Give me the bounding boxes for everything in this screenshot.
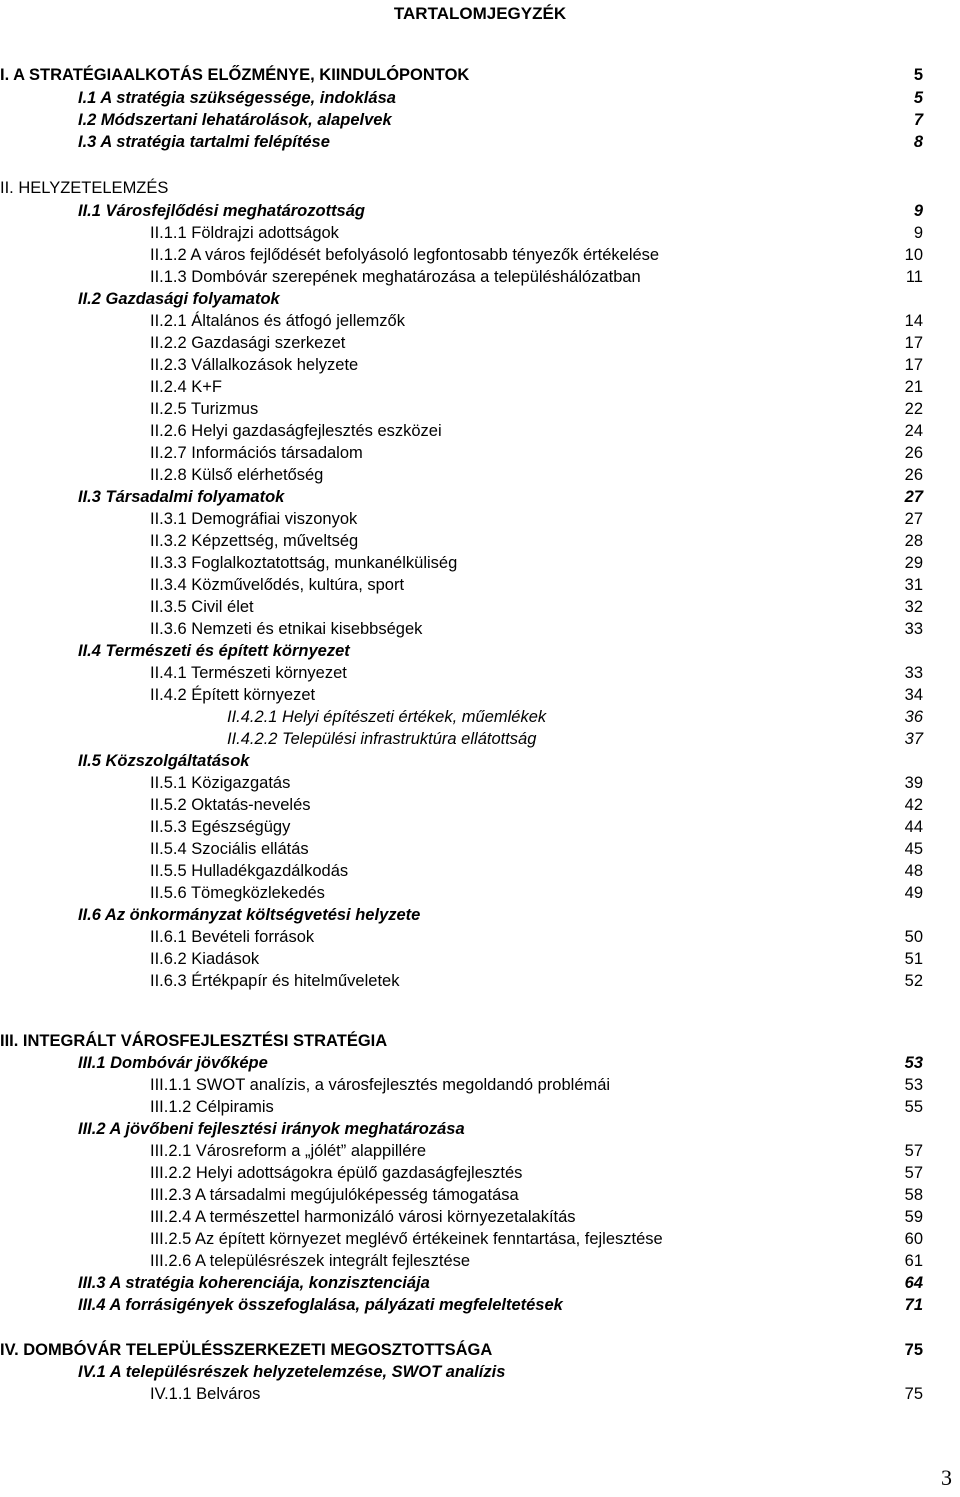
- toc-entry-label: II.2.3 Vállalkozások helyzete: [150, 356, 359, 374]
- toc-entry[interactable]: [0, 131, 960, 153]
- toc-entry-label: II.3.1 Demográfiai viszonyok: [150, 510, 358, 528]
- toc-entry-page: 53: [904, 1054, 923, 1072]
- toc-entry[interactable]: [0, 1250, 960, 1272]
- toc-entry-page: 75: [904, 1341, 923, 1359]
- toc-entry[interactable]: [0, 64, 960, 86]
- toc-entry-label: II.6.1 Bevételi források: [150, 928, 315, 946]
- toc-entry[interactable]: [0, 1339, 960, 1361]
- toc-entry-label: III.2.4 A természettel harmonizáló városi környezetalakítás: [150, 1208, 576, 1226]
- toc-entry-label: II.3.6 Nemzeti és etnikai kisebbségek: [150, 620, 423, 638]
- toc-entry-page: 44: [904, 818, 923, 836]
- toc-entry-page: 71: [904, 1296, 923, 1314]
- toc-entry-page: 57: [904, 1164, 923, 1182]
- toc-entry-label: II.1.2 A város fejlődését befolyásoló legfontosabb tényezők értékelése: [150, 246, 660, 264]
- toc-entry[interactable]: [0, 706, 960, 728]
- toc-entry-label: I.1 A stratégia szükségessége, indoklása: [78, 89, 396, 107]
- toc-entry-label: IV.1 A településrészek helyzetelemzése, SWOT analízis: [78, 1363, 506, 1381]
- toc-entry-label: III. INTEGRÁLT VÁROSFEJLESZTÉSI STRATÉGIA: [0, 1032, 388, 1050]
- toc-entry[interactable]: [0, 728, 960, 750]
- toc-entry[interactable]: [0, 662, 960, 684]
- toc-entry-page: 52: [904, 972, 923, 990]
- toc-entry[interactable]: [0, 288, 960, 310]
- toc-entry-page: 26: [904, 444, 923, 462]
- toc-entry-label: II.5.4 Szociális ellátás: [150, 840, 309, 858]
- toc-entry[interactable]: [0, 1184, 960, 1206]
- toc-entry[interactable]: [0, 508, 960, 530]
- toc-entry[interactable]: [0, 354, 960, 376]
- toc-entry-page: 8: [913, 133, 923, 151]
- toc-entry-page: 33: [904, 664, 923, 682]
- toc-entry-page: 58: [904, 1186, 923, 1204]
- toc-entry-page: 57: [904, 1142, 923, 1160]
- toc-entry[interactable]: [0, 1206, 960, 1228]
- toc-entry[interactable]: [0, 332, 960, 354]
- toc-entry[interactable]: [0, 109, 960, 131]
- toc-entry-page: 55: [904, 1098, 923, 1116]
- page-number: 3: [941, 1465, 952, 1490]
- toc-entry-label: II.5 Közszolgáltatások: [78, 752, 250, 770]
- toc-entry[interactable]: [0, 552, 960, 574]
- toc-entry-label: II.2.4 K+F: [150, 378, 222, 396]
- toc-entry-page: 17: [904, 334, 923, 352]
- toc-entry-page: 49: [904, 884, 923, 902]
- toc-entry-page: 45: [904, 840, 923, 858]
- toc-entry-label: III.2.5 Az épített környezet meglévő értékeinek fenntartása, fejlesztése: [150, 1230, 663, 1248]
- toc-entry-label: II.4.2 Épített környezet: [150, 686, 316, 704]
- toc-entry-label: III.3 A stratégia koherenciája, konzisztenciája: [78, 1274, 430, 1292]
- toc-entry[interactable]: [0, 1383, 960, 1405]
- toc-entry[interactable]: [0, 684, 960, 706]
- toc-entry-label: II.3.5 Civil élet: [150, 598, 254, 616]
- toc-entry-label: I. A STRATÉGIAALKOTÁS ELŐZMÉNYE, KIINDULÓPONTOK: [0, 66, 470, 84]
- toc-entry[interactable]: [0, 618, 960, 640]
- toc-entry-page: 61: [904, 1252, 923, 1270]
- toc-title: TARTALOMJEGYZÉK: [393, 4, 567, 23]
- toc-entry-label: II.6.3 Értékpapír és hitelműveletek: [150, 972, 400, 990]
- toc-entry[interactable]: [0, 926, 960, 948]
- toc-entry[interactable]: [0, 464, 960, 486]
- toc-entry-page: 21: [904, 378, 923, 396]
- toc-entry[interactable]: [0, 1272, 960, 1294]
- toc-entry[interactable]: [0, 1294, 960, 1316]
- toc-entry-page: 53: [904, 1076, 923, 1094]
- toc-entry[interactable]: [0, 1140, 960, 1162]
- toc-entry[interactable]: [0, 1118, 960, 1140]
- toc-entry-label: II.3.4 Közművelődés, kultúra, sport: [150, 576, 405, 594]
- toc-entry-page: 27: [904, 488, 923, 506]
- toc-entry-label: II.4.2.2 Települési infrastruktúra ellátottság: [227, 730, 537, 748]
- toc-entry[interactable]: [0, 177, 960, 199]
- toc-entry-label: III.2.3 A társadalmi megújulóképesség támogatása: [150, 1186, 519, 1204]
- toc-entry-label: IV.1.1 Belváros: [150, 1385, 261, 1403]
- toc-entry-page: 24: [904, 422, 923, 440]
- toc-entry-page: 29: [904, 554, 923, 572]
- toc-entry-page: 28: [904, 532, 923, 550]
- toc-entry-label: II.2.8 Külső elérhetőség: [150, 466, 324, 484]
- toc-entry-page: 7: [913, 111, 923, 129]
- toc-entry-page: 75: [904, 1385, 923, 1403]
- toc-entry[interactable]: [0, 1361, 960, 1383]
- toc-entry-label: II.5.1 Közigazgatás: [150, 774, 291, 792]
- toc-entry-label: II.2.1 Általános és átfogó jellemzők: [150, 312, 405, 330]
- toc-entry-page: 32: [904, 598, 923, 616]
- toc-entry[interactable]: [0, 222, 960, 244]
- toc-entry-label: II.4 Természeti és épített környezet: [78, 642, 350, 660]
- toc-entry-page: 31: [904, 576, 923, 594]
- toc-entry-page: 5: [913, 66, 923, 84]
- toc-entry[interactable]: [0, 1030, 960, 1052]
- toc-entry-page: 10: [904, 246, 923, 264]
- toc-entry-label: II.1.1 Földrajzi adottságok: [150, 224, 339, 242]
- toc-entry-page: 17: [904, 356, 923, 374]
- toc-entry-label: II.3.2 Képzettség, műveltség: [150, 532, 359, 550]
- toc-entry-page: 37: [904, 730, 923, 748]
- toc-entry-page: 26: [904, 466, 923, 484]
- toc-entry-label: III.1 Dombóvár jövőképe: [78, 1054, 268, 1072]
- toc-entry-label: III.2.2 Helyi adottságokra épülő gazdaságfejlesztés: [150, 1164, 523, 1182]
- toc-entry[interactable]: [0, 596, 960, 618]
- toc-entry-label: II.4.1 Természeti környezet: [150, 664, 347, 682]
- toc-entry[interactable]: [0, 794, 960, 816]
- toc-entry-page: 60: [904, 1230, 923, 1248]
- toc-entry-page: 33: [904, 620, 923, 638]
- toc-entry-page: 9: [913, 224, 923, 242]
- toc-entry-page: 5: [913, 89, 923, 107]
- toc-entry[interactable]: [0, 970, 960, 992]
- toc-entry-label: II.2.5 Turizmus: [150, 400, 259, 418]
- toc-entry[interactable]: [0, 750, 960, 772]
- toc-entry[interactable]: [0, 376, 960, 398]
- toc-entry-page: 50: [904, 928, 923, 946]
- toc-entry[interactable]: [0, 200, 960, 222]
- toc-entry[interactable]: [0, 1052, 960, 1074]
- toc-entry-page: 48: [904, 862, 923, 880]
- toc-entry-label: II.1 Városfejlődési meghatározottság: [78, 202, 365, 220]
- toc-entry-label: II.1.3 Dombóvár szerepének meghatározása a településhálózatban: [150, 268, 641, 286]
- toc-entry[interactable]: [0, 486, 960, 508]
- toc-entry-label: II.5.5 Hulladékgazdálkodás: [150, 862, 349, 880]
- toc-entry-label: II.3 Társadalmi folyamatok: [78, 488, 285, 506]
- toc-entry[interactable]: [0, 87, 960, 109]
- toc-entry-label: III.1.1 SWOT analízis, a városfejlesztés megoldandó problémái: [150, 1076, 611, 1094]
- toc-entry-label: II.5.2 Oktatás-nevelés: [150, 796, 311, 814]
- toc-entry-page: 51: [904, 950, 923, 968]
- toc-entry-label: III.2.1 Városreform a „jólét” alappillére: [150, 1142, 427, 1160]
- toc-entry[interactable]: [0, 816, 960, 838]
- toc-entry[interactable]: [0, 1074, 960, 1096]
- toc-entry[interactable]: [0, 420, 960, 442]
- toc-entry-label: II.2.7 Információs társadalom: [150, 444, 363, 462]
- toc-entry[interactable]: [0, 860, 960, 882]
- toc-entry-label: II.6 Az önkormányzat költségvetési helyzete: [78, 906, 421, 924]
- toc-entry-label: III.2.6 A településrészek integrált fejlesztése: [150, 1252, 471, 1270]
- toc-entry[interactable]: [0, 1228, 960, 1250]
- toc-entry-page: 64: [904, 1274, 923, 1292]
- toc-entry[interactable]: [0, 948, 960, 970]
- toc-entry-page: 14: [904, 312, 923, 330]
- toc-entry-label: I.2 Módszertani lehatárolások, alapelvek: [78, 111, 392, 129]
- toc-entry-label: II.2 Gazdasági folyamatok: [78, 290, 280, 308]
- toc-entry-label: II.2.6 Helyi gazdaságfejlesztés eszközei: [150, 422, 442, 440]
- toc-entry-label: III.1.2 Célpiramis: [150, 1098, 274, 1116]
- toc-entry[interactable]: [0, 442, 960, 464]
- toc-entry-label: III.4 A forrásigények összefoglalása, pályázati megfeleltetések: [78, 1296, 563, 1314]
- toc-entry[interactable]: [0, 530, 960, 552]
- toc-entry-page: 39: [904, 774, 923, 792]
- toc-entry-label: I.3 A stratégia tartalmi felépítése: [78, 133, 330, 151]
- toc-entry-label: III.2 A jövőbeni fejlesztési irányok meghatározása: [78, 1120, 465, 1138]
- toc-entry-page: 36: [904, 708, 923, 726]
- toc-entry-label: II.5.3 Egészségügy: [150, 818, 291, 836]
- toc-entry-label: II.6.2 Kiadások: [150, 950, 260, 968]
- toc-entry-page: 27: [904, 510, 923, 528]
- toc-entry-label: II. HELYZETELEMZÉS: [0, 179, 169, 197]
- toc-entry[interactable]: [0, 882, 960, 904]
- toc-entry[interactable]: [0, 398, 960, 420]
- toc-entry-page: 22: [904, 400, 923, 418]
- toc-entry[interactable]: [0, 1162, 960, 1184]
- toc-entry[interactable]: [0, 574, 960, 596]
- toc-entry-page: 9: [913, 202, 923, 220]
- toc-entry-page: 42: [904, 796, 923, 814]
- toc-entry-label: II.2.2 Gazdasági szerkezet: [150, 334, 346, 352]
- toc-entry-page: 59: [904, 1208, 923, 1226]
- toc-entry[interactable]: [0, 640, 960, 662]
- toc-entry-label: II.4.2.1 Helyi építészeti értékek, műemlékek: [227, 708, 547, 726]
- toc-entry-label: IV. DOMBÓVÁR TELEPÜLÉSSZERKEZETI MEGOSZTOTTSÁGA: [0, 1341, 493, 1359]
- toc-entry[interactable]: [0, 310, 960, 332]
- toc-entry[interactable]: [0, 1096, 960, 1118]
- toc-entry[interactable]: [0, 838, 960, 860]
- toc-entry[interactable]: [0, 772, 960, 794]
- toc-entry[interactable]: [0, 244, 960, 266]
- toc-entry[interactable]: [0, 904, 960, 926]
- toc-entry-page: 34: [904, 686, 923, 704]
- toc-entry-page: 11: [905, 268, 923, 286]
- toc-entry-label: II.3.3 Foglalkoztatottság, munkanélküliség: [150, 554, 458, 572]
- toc-entry-label: II.5.6 Tömegközlekedés: [150, 884, 325, 902]
- toc-entry[interactable]: [0, 266, 960, 288]
